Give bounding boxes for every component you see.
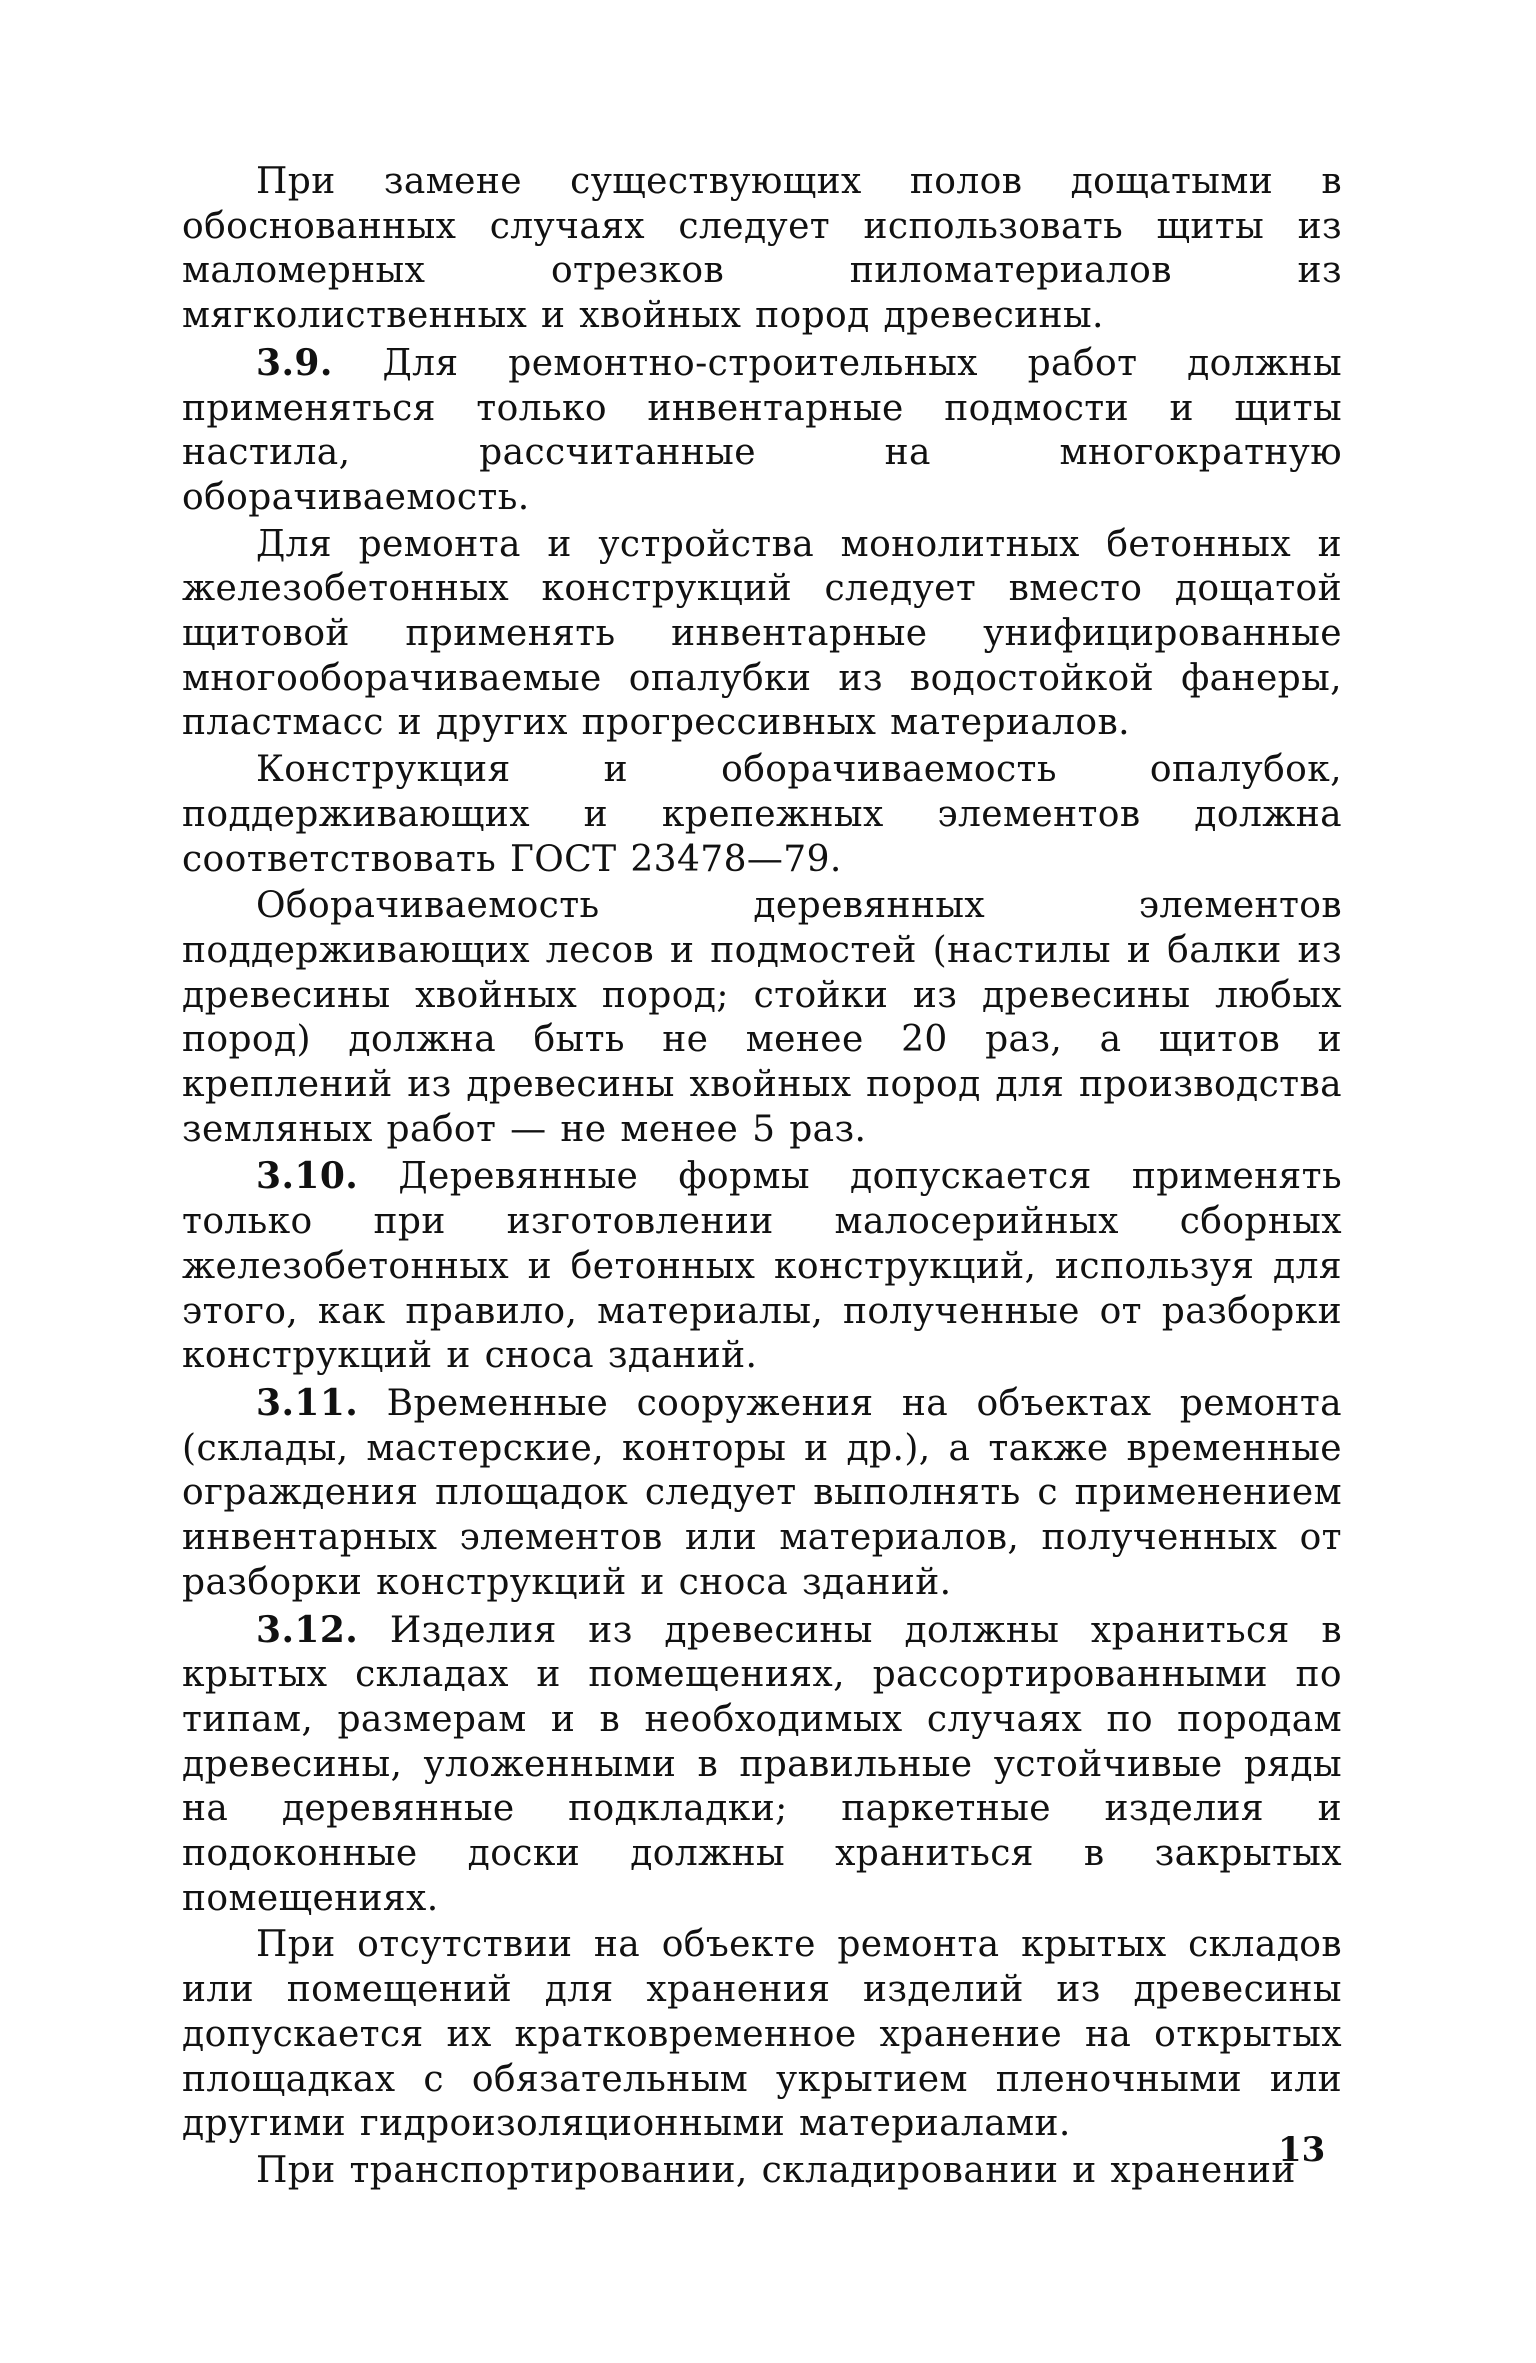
section-number: 3.9. <box>256 341 333 384</box>
section-number: 3.12. <box>256 1608 359 1651</box>
section-number: 3.11. <box>256 1381 359 1424</box>
paragraph-text: Для ремонта и устройства монолитных бетонных и железобетонных конструкций следует вместо дощатой щитовой применять инвентарные унифицированные многооборачиваемые опалубки из водостойкой фанеры, пластмасс и других прогрессивных материалов. <box>182 523 1342 744</box>
paragraph-text: Временные сооружения на объектах ремонта (склады, мастерские, конторы и др.), а также временные ограждения площадок следует выполнять с применением инвентарных элементов или материалов, полученных от разборки конструкций и сноса зданий. <box>182 1382 1342 1603</box>
paragraph-text: Оборачиваемость деревянных элементов поддерживающих лесов и подмостей (настилы и балки из древесины хвойных пород; стойки из древесины любых пород) должна быть не менее 20 раз, а щитов и креплений из древесины хвойных пород для производства земляных работ — не менее 5 раз. <box>182 885 1342 1150</box>
paragraph-3-12 <box>182 1608 1342 1922</box>
paragraph-floor-replacement <box>182 160 1342 339</box>
paragraph-open-storage <box>182 1923 1342 2147</box>
paragraph-text: Изделия из древесины должны храниться в крытых складах и помещениях, рассортированными по типам, размерам и в необходимых случаях по породам древесины, уложенными в правильные устойчивые ряды на деревянные подкладки; паркетные изделия и подоконные доски должны храниться в закрытых помещениях. <box>182 1609 1342 1919</box>
paragraph-3-11 <box>182 1381 1342 1606</box>
paragraph-text: Деревянные формы допускается применять только при изготовлении малосерийных сборных железобетонных и бетонных конструкций, используя для этого, как правило, материалы, полученные от разборки конструкций и сноса зданий. <box>182 1156 1342 1377</box>
paragraph-turnover <box>182 884 1342 1152</box>
paragraph-transport <box>182 2149 1342 2194</box>
page-number: 13 <box>1278 2130 1326 2170</box>
paragraph-text: При отсутствии на объекте ремонта крытых складов или помещений для хранения изделий из древесины допускается их кратковременное хранение на открытых площадках с обязательным укрытием пленочными или другими гидроизоляционными материалами. <box>182 1924 1342 2145</box>
document-page <box>182 160 1342 2210</box>
paragraph-text: Для ремонтно-строительных работ должны применяться только инвентарные подмости и щиты настила, рассчитанные на многократную оборачиваемость. <box>182 342 1342 518</box>
paragraph-gost <box>182 748 1342 882</box>
paragraph-text: При транспортировании, складировании и хранении <box>256 2149 1296 2191</box>
paragraph-formwork <box>182 523 1342 747</box>
paragraph-text: При замене существующих полов дощатыми в обоснованных случаях следует использовать щиты из маломерных отрезков пиломатериалов из мягколиственных и хвойных пород древесины. <box>182 161 1342 337</box>
paragraph-3-10 <box>182 1154 1342 1379</box>
section-number: 3.10. <box>256 1155 359 1198</box>
paragraph-text: Конструкция и оборачиваемость опалубок, поддерживающих и крепежных элементов должна соответствовать ГОСТ 23478—79. <box>182 749 1342 880</box>
paragraph-3-9 <box>182 341 1342 521</box>
